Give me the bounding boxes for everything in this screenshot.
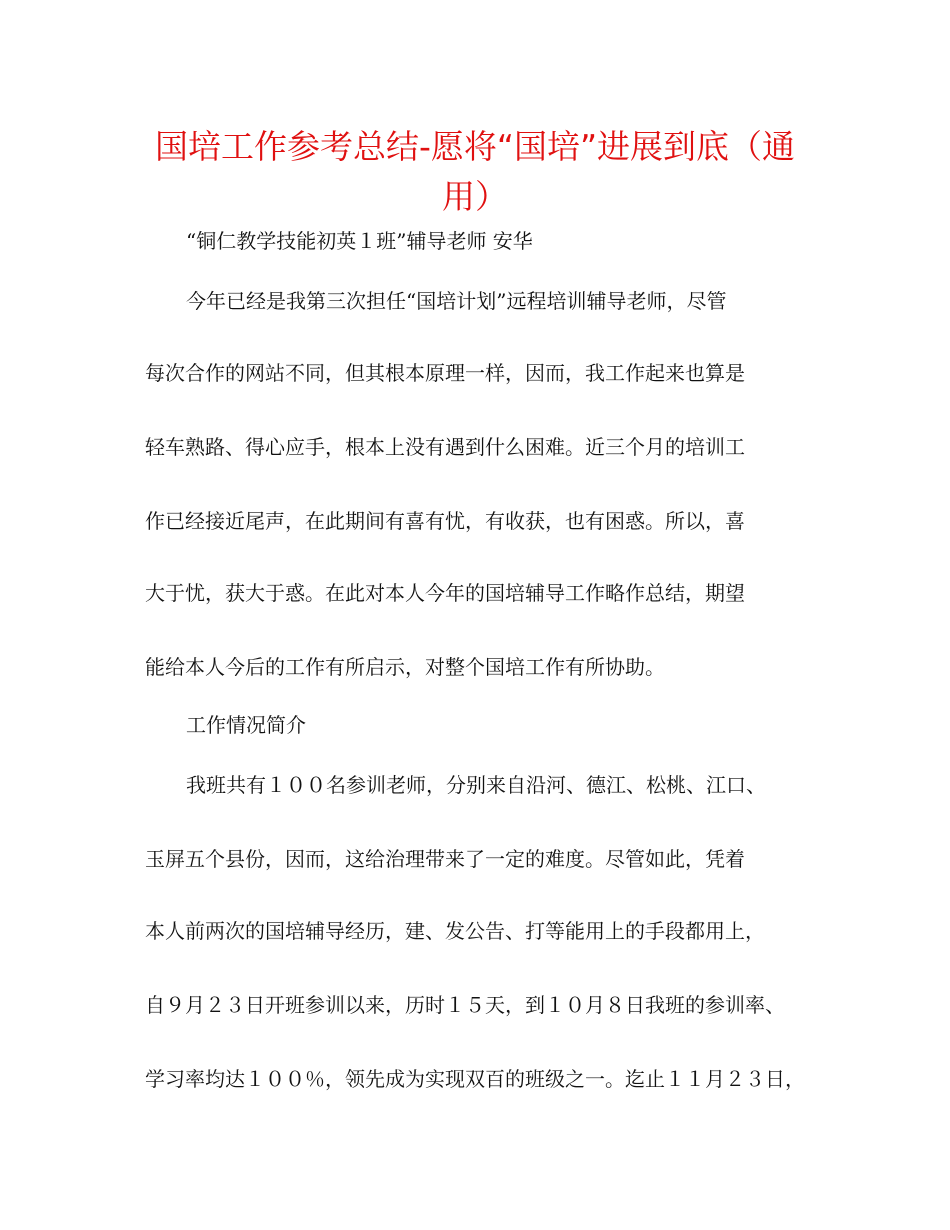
paragraph-1-line-5: 大于忧，获大于惑。在此对本人今年的国培辅导工作略作总结，期望 (145, 581, 745, 605)
paragraph-1-line-6: 能给本人今后的工作有所启示，对整个国培工作有所协助。 (145, 655, 665, 679)
paragraph-1-line-1: 今年已经是我第三次担任“国培计划”远程培训辅导老师，尽管 (186, 289, 727, 313)
paragraph-2-line-5: 学习率均达１００％，领先成为实现双百的班级之一。迄止１１月２３日， (145, 1067, 805, 1091)
paragraph-1-line-2: 每次合作的网站不同，但其根本原理一样，因而，我工作起来也算是 (145, 361, 745, 385)
paragraph-2-line-2: 玉屏五个县份，因而，这给治理带来了一定的难度。尽管如此，凭着 (145, 847, 745, 871)
section-heading: 工作情况简介 (186, 713, 306, 737)
title-line-1: 国培工作参考总结-愿将“国培”进展到底（通 (154, 127, 796, 166)
byline: “铜仁教学技能初英１班”辅导老师 安华 (186, 229, 533, 253)
paragraph-2-line-4: 自９月２３日开班参训以来，历时１５天，到１０月８日我班的参训率、 (145, 993, 785, 1017)
paragraph-1-line-3: 轻车熟路、得心应手，根本上没有遇到什么困难。近三个月的培训工 (145, 435, 745, 459)
paragraph-2-line-1: 我班共有１００名参训老师，分别来自沿河、德江、松桃、江口、 (186, 773, 766, 797)
paragraph-1-line-4: 作已经接近尾声，在此期间有喜有忧，有收获，也有困惑。所以，喜 (145, 509, 745, 533)
title-line-2: 用） (442, 177, 508, 216)
paragraph-2-line-3: 本人前两次的国培辅导经历，建、发公告、打等能用上的手段都用上， (145, 919, 765, 943)
document-title (140, 122, 810, 222)
